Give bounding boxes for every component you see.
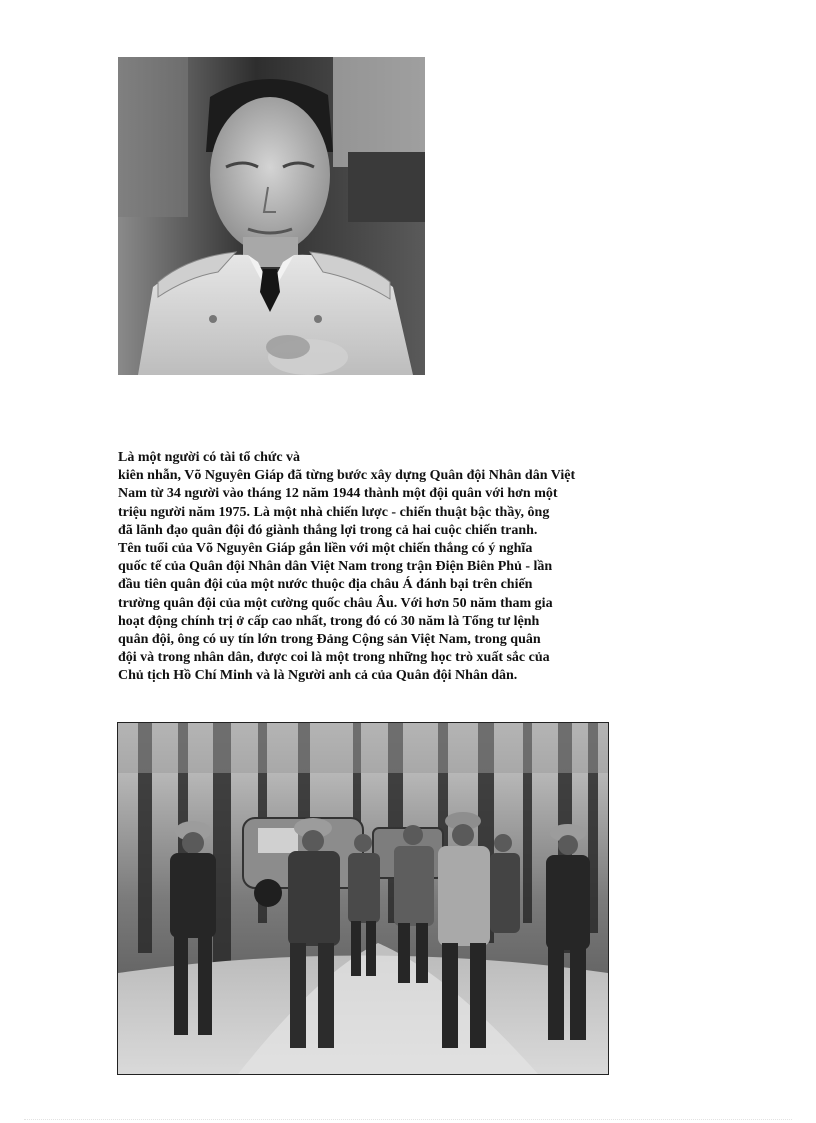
- article-line: triệu người năm 1975. Là một nhà chiến lược - chiến thuật bậc thầy, ông: [118, 504, 550, 520]
- article-line: trường quân đội của một cường quốc châu Âu. Với hơn 50 năm tham gia: [118, 595, 553, 611]
- article-line: hoạt động chính trị ở cấp cao nhất, trong đó có 30 năm là Tổng tư lệnh: [118, 613, 540, 629]
- article-line: đã lãnh đạo quân đội đó giành thắng lợi trong cả hai cuộc chiến tranh.: [118, 522, 538, 538]
- portrait-photo-drawing: [118, 57, 425, 375]
- march-photo-drawing: [118, 723, 608, 1074]
- article-line: quân đội, ông có uy tín lớn trong Đảng Cộng sản Việt Nam, trong quân: [118, 632, 541, 648]
- article-body: [118, 449, 678, 686]
- article-line: Tên tuổi của Võ Nguyên Giáp gắn liền với một chiến thắng có ý nghĩa: [118, 541, 533, 557]
- portrait-photo: [118, 57, 425, 375]
- article-line: đầu tiên quân đội của một nước thuộc địa châu Á đánh bại trên chiến: [118, 577, 533, 593]
- article-line: Nam từ 34 người vào tháng 12 năm 1944 thành một đội quân với hơn một: [118, 486, 558, 502]
- page-divider: [24, 1119, 792, 1121]
- article-line: quốc tế của Quân đội Nhân dân Việt Nam trong trận Điện Biên Phủ - lần: [118, 559, 553, 575]
- article-line: kiên nhẫn, Võ Nguyên Giáp đã từng bước xây dựng Quân đội Nhân dân Việt: [118, 468, 576, 484]
- march-photo: [117, 722, 609, 1075]
- article-line: Chủ tịch Hồ Chí Minh và là Người anh cả của Quân đội Nhân dân.: [118, 668, 518, 684]
- article-line: đội và trong nhân dân, được coi là một trong những học trò xuất sắc của: [118, 650, 550, 666]
- article-line: Là một người có tài tổ chức và: [118, 450, 301, 465]
